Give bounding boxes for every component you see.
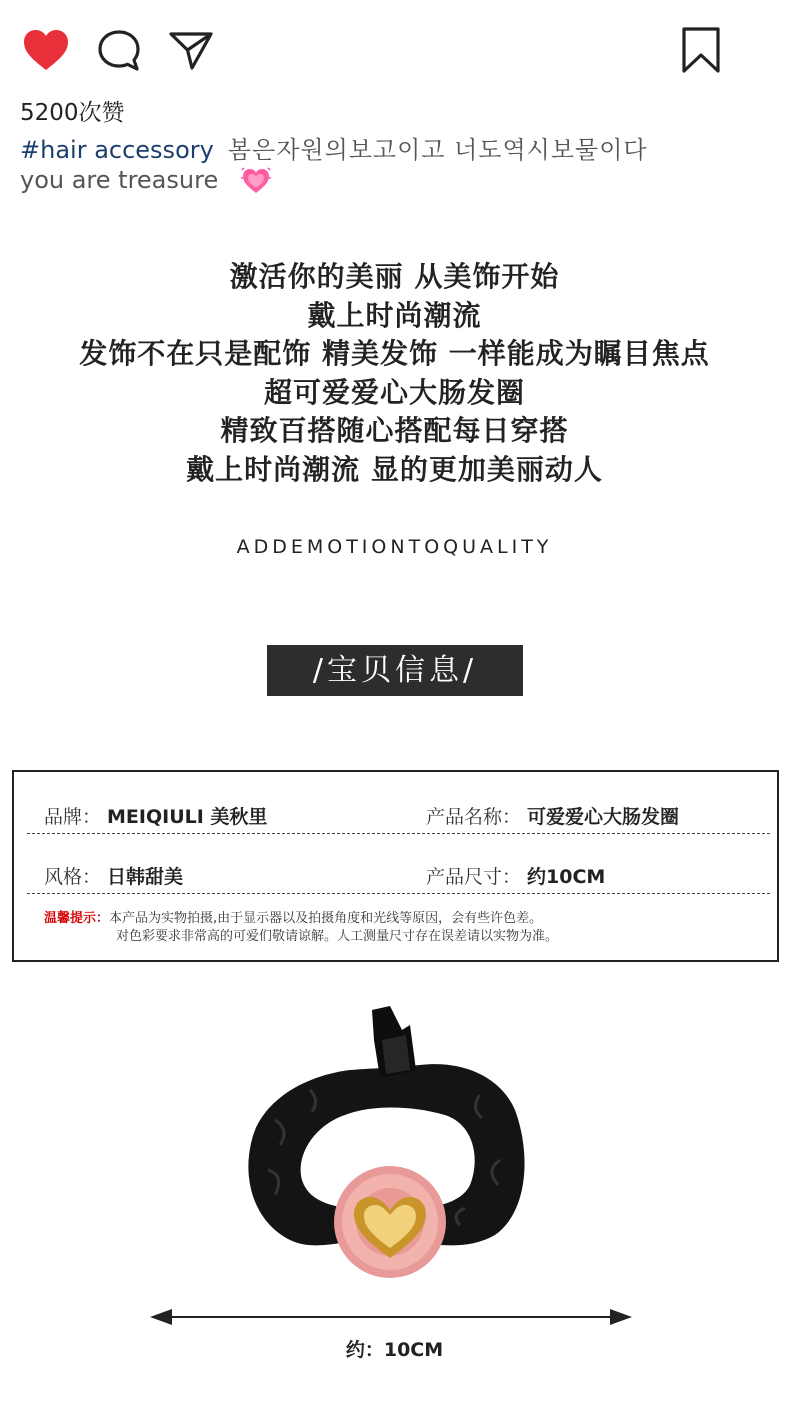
style-field [44,862,183,889]
brand-label: 品牌： [44,806,102,828]
product-size-label: 产品尺寸： [426,866,522,888]
style-label: 风格： [44,866,102,888]
notice-line-2: 对色彩要求非常高的可爱们敬请谅解。人工测量尺寸存在误差请以实物为准。 [116,929,559,944]
promo-line: 戴上时尚潮流 显的更加美丽动人 [186,452,603,486]
product-name-field [426,802,679,829]
caption-line-1 [20,130,648,165]
comment-icon[interactable] [95,28,143,74]
product-name-label: 产品名称： [426,806,522,828]
product-size-value: 约10CM [527,866,606,888]
style-value: 日韩甜美 [107,866,184,888]
product-info-box [12,770,779,962]
korean-caption: 봄은자원의보고이고 너도역시보물이다 [227,136,648,164]
like-count[interactable]: 5200次赞 [20,100,125,126]
promo-line: 精致百搭随心搭配每日穿搭 [220,414,569,447]
hashtag-link[interactable]: #hair accessory [20,136,214,164]
product-size-field [426,862,605,889]
promo-line: 激活你的美丽 从美饰开始 [229,260,560,293]
size-caption: 约：10CM [345,1339,444,1361]
promo-text [0,258,789,489]
promo-line: 戴上时尚潮流 [307,298,482,332]
heart-icon[interactable] [22,28,70,72]
promo-line: 超可爱爱心大肠发圈 [263,375,525,409]
dashed-divider [27,893,770,895]
share-icon[interactable] [168,28,214,72]
promo-line: 发饰不在只是配饰 精美发饰 一样能成为瞩目焦点 [79,337,710,370]
dashed-divider [27,833,770,835]
bookmark-icon[interactable] [680,26,722,74]
tagline: ADDEMOTIONTOQUALITY [236,536,553,558]
notice-text [44,910,558,946]
brand-field [44,802,267,829]
notice-line-1: 本产品为实物拍摄,由于显示器以及拍摄角度和光线等原因，会有些许色差。 [109,911,543,926]
size-arrow-icon [150,1305,632,1329]
section-banner: /宝贝信息/ [267,645,523,696]
english-caption: you are treasure [20,166,219,194]
notice-label: 温馨提示： [44,911,110,926]
caption-line-2 [20,166,272,196]
product-name-value: 可爱爱心大肠发圈 [527,806,680,828]
scrunchie-product-image [230,1000,540,1300]
brand-value: MEIQIULI 美秋里 [107,806,268,828]
sparkling-heart-icon [240,166,272,196]
